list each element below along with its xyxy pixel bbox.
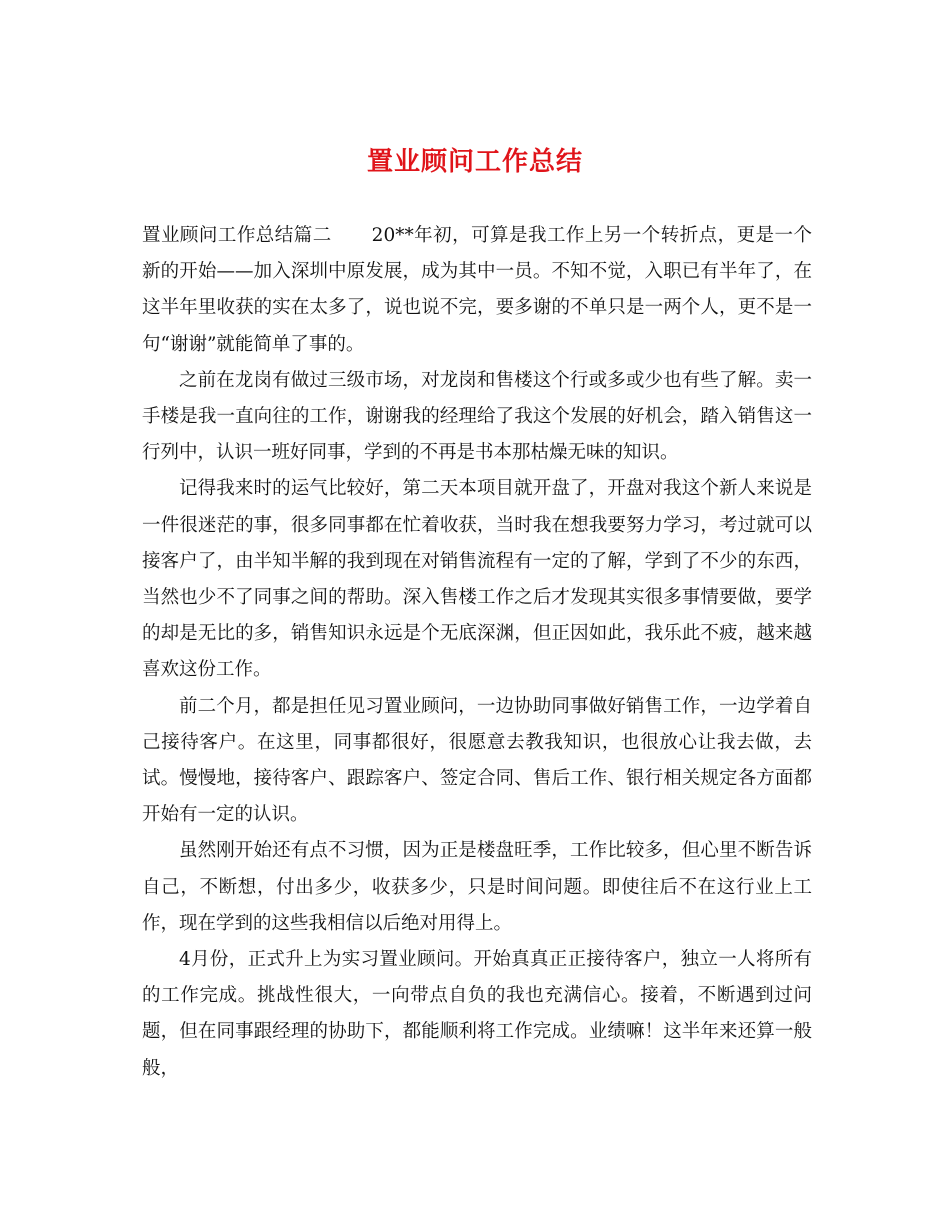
paragraph-2: 之前在龙岗有做过三级市场，对龙岗和售楼这个行或多或少也有些了解。卖一手楼是我一直向往的工作，谢谢我的经理给了我这个发展的好机会，踏入销售这一行列中，认识一班好同事，学到的不再是书本那枯燥无味的知识。 <box>142 369 812 464</box>
intro-label: 置业顾问工作总结篇二 <box>142 225 332 246</box>
paragraph-1 <box>142 218 812 363</box>
paragraph-6: 4月份，正式升上为实习置业顾问。开始真真正正接待客户，独立一人将所有的工作完成。挑战性很大，一向带点自负的我也充满信心。接着，不断遇到过问题，但在同事跟经理的协助下，都能顺利将工作完成。业绩嘛！这半年来还算一般般， <box>142 949 812 1079</box>
paragraph-1-text: 20**年初，可算是我工作上另一个转折点，更是一个新的开始——加入深圳中原发展，成为其中一员。不知不觉，入职已有半年了，在这半年里收获的实在太多了，说也说不完，要多谢的不单只是一两个人，更不是一句“谢谢”就能简单了事的。 <box>142 225 812 355</box>
paragraph-5: 虽然刚开始还有点不习惯，因为正是楼盘旺季，工作比较多，但心里不断告诉自己，不断想，付出多少，收获多少，只是时间问题。即使往后不在这行业上工作，现在学到的这些我相信以后绝对用得上。 <box>142 840 812 934</box>
document-title: 置业顾问工作总结 <box>366 147 583 177</box>
paragraph-4: 前二个月，都是担任见习置业顾问，一边协助同事做好销售工作，一边学着自己接待客户。在这里，同事都很好，很愿意去教我知识，也很放心让我去做，去试。慢慢地，接待客户、跟踪客户、签定合同、售后工作、银行相关规定各方面都开始有一定的认识。 <box>142 695 812 826</box>
document-body <box>142 218 812 1087</box>
paragraph-3: 记得我来时的运气比较好，第二天本项目就开盘了，开盘对我这个新人来说是一件很迷茫的事，很多同事都在忙着收获，当时我在想我要努力学习，考过就可以接客户了，由半知半解的我到现在对销售流程有一定的了解，学到了不少的东西，当然也少不了同事之间的帮助。深入售楼工作之后才发现其实很多事情要做，要学的却是无比的多，销售知识永远是个无底深渊，但正因如此，我乐此不疲，越来越喜欢这份工作。 <box>142 478 812 681</box>
